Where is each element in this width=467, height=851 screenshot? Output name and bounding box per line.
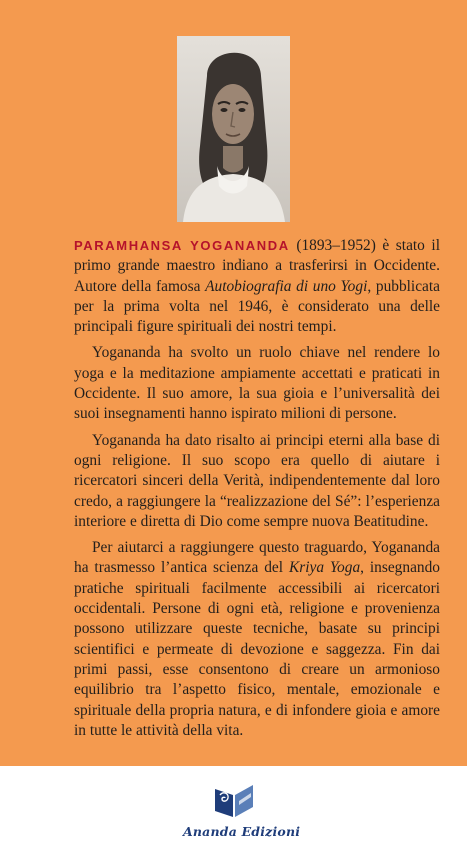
publisher-name: Ananda Edizioni (183, 824, 301, 839)
bio-text-4a: Per aiutarci a raggiungere questo traguardo, Yogananda ha trasmesso l’antica scienza del (74, 539, 440, 577)
portrait-image (177, 36, 290, 222)
author-portrait (177, 36, 290, 222)
publisher-logo (183, 781, 301, 843)
author-years: (1893–1952) (296, 237, 376, 254)
bio-paragraph-4 (74, 538, 440, 741)
bio-paragraph-3: Yogananda ha dato risalto ai principi eterni alla base di ogni religione. Il suo scopo era quello di aiutare i ricercatori sinceri della Verità, indipendentemente dal loro credo, a raggiungere la “realizzazione del Sé”: l’esperienza interiore e diretta di Dio come sempre nuova Beatitudine. (74, 431, 440, 530)
bio-paragraph-1 (74, 236, 440, 337)
bio-paragraph-2: Yogananda ha svolto un ruolo chiave nel rendere lo yoga e la meditazione ampiamente accettati e praticati in Occidente. Il suo amore, la sua gioia e l’universalità dei suoi insegnamenti hanno ispirato milioni di persone. (74, 344, 440, 423)
bio-text-1b: , pubblicata per la prima volta nel 1946, è considerato una delle principali figure spirituali dei nostri tempi. (74, 277, 440, 336)
book-title: Autobiografia di uno Yogi (205, 277, 368, 295)
bio-text-1a: è stato il primo grande maestro indiano a trasferirsi in Occidente. Autore della famosa (74, 237, 440, 295)
kriya-yoga-term: Kriya Yoga (288, 559, 361, 577)
author-name: PARAMHANSA YOGANANDA (74, 238, 290, 253)
book-swirl-logo-icon (211, 781, 257, 821)
bio-text-4b: , insegnando pratiche spirituali facilmente accessibili ai ricercatori occidentali. Persone di ogni età, religione e provenienza possono utilizzare queste tecniche, basate su principi scientifici e permeate di devozione e saggezza. Fin dai primi passi, esse consentono di creare un armonioso equilibrio tra l’aspetto fisico, mentale, emozionale e spirituale della propria natura, e di infondere gioia e amore in tutte le attività della vita. (74, 559, 440, 739)
author-biography (74, 236, 440, 741)
